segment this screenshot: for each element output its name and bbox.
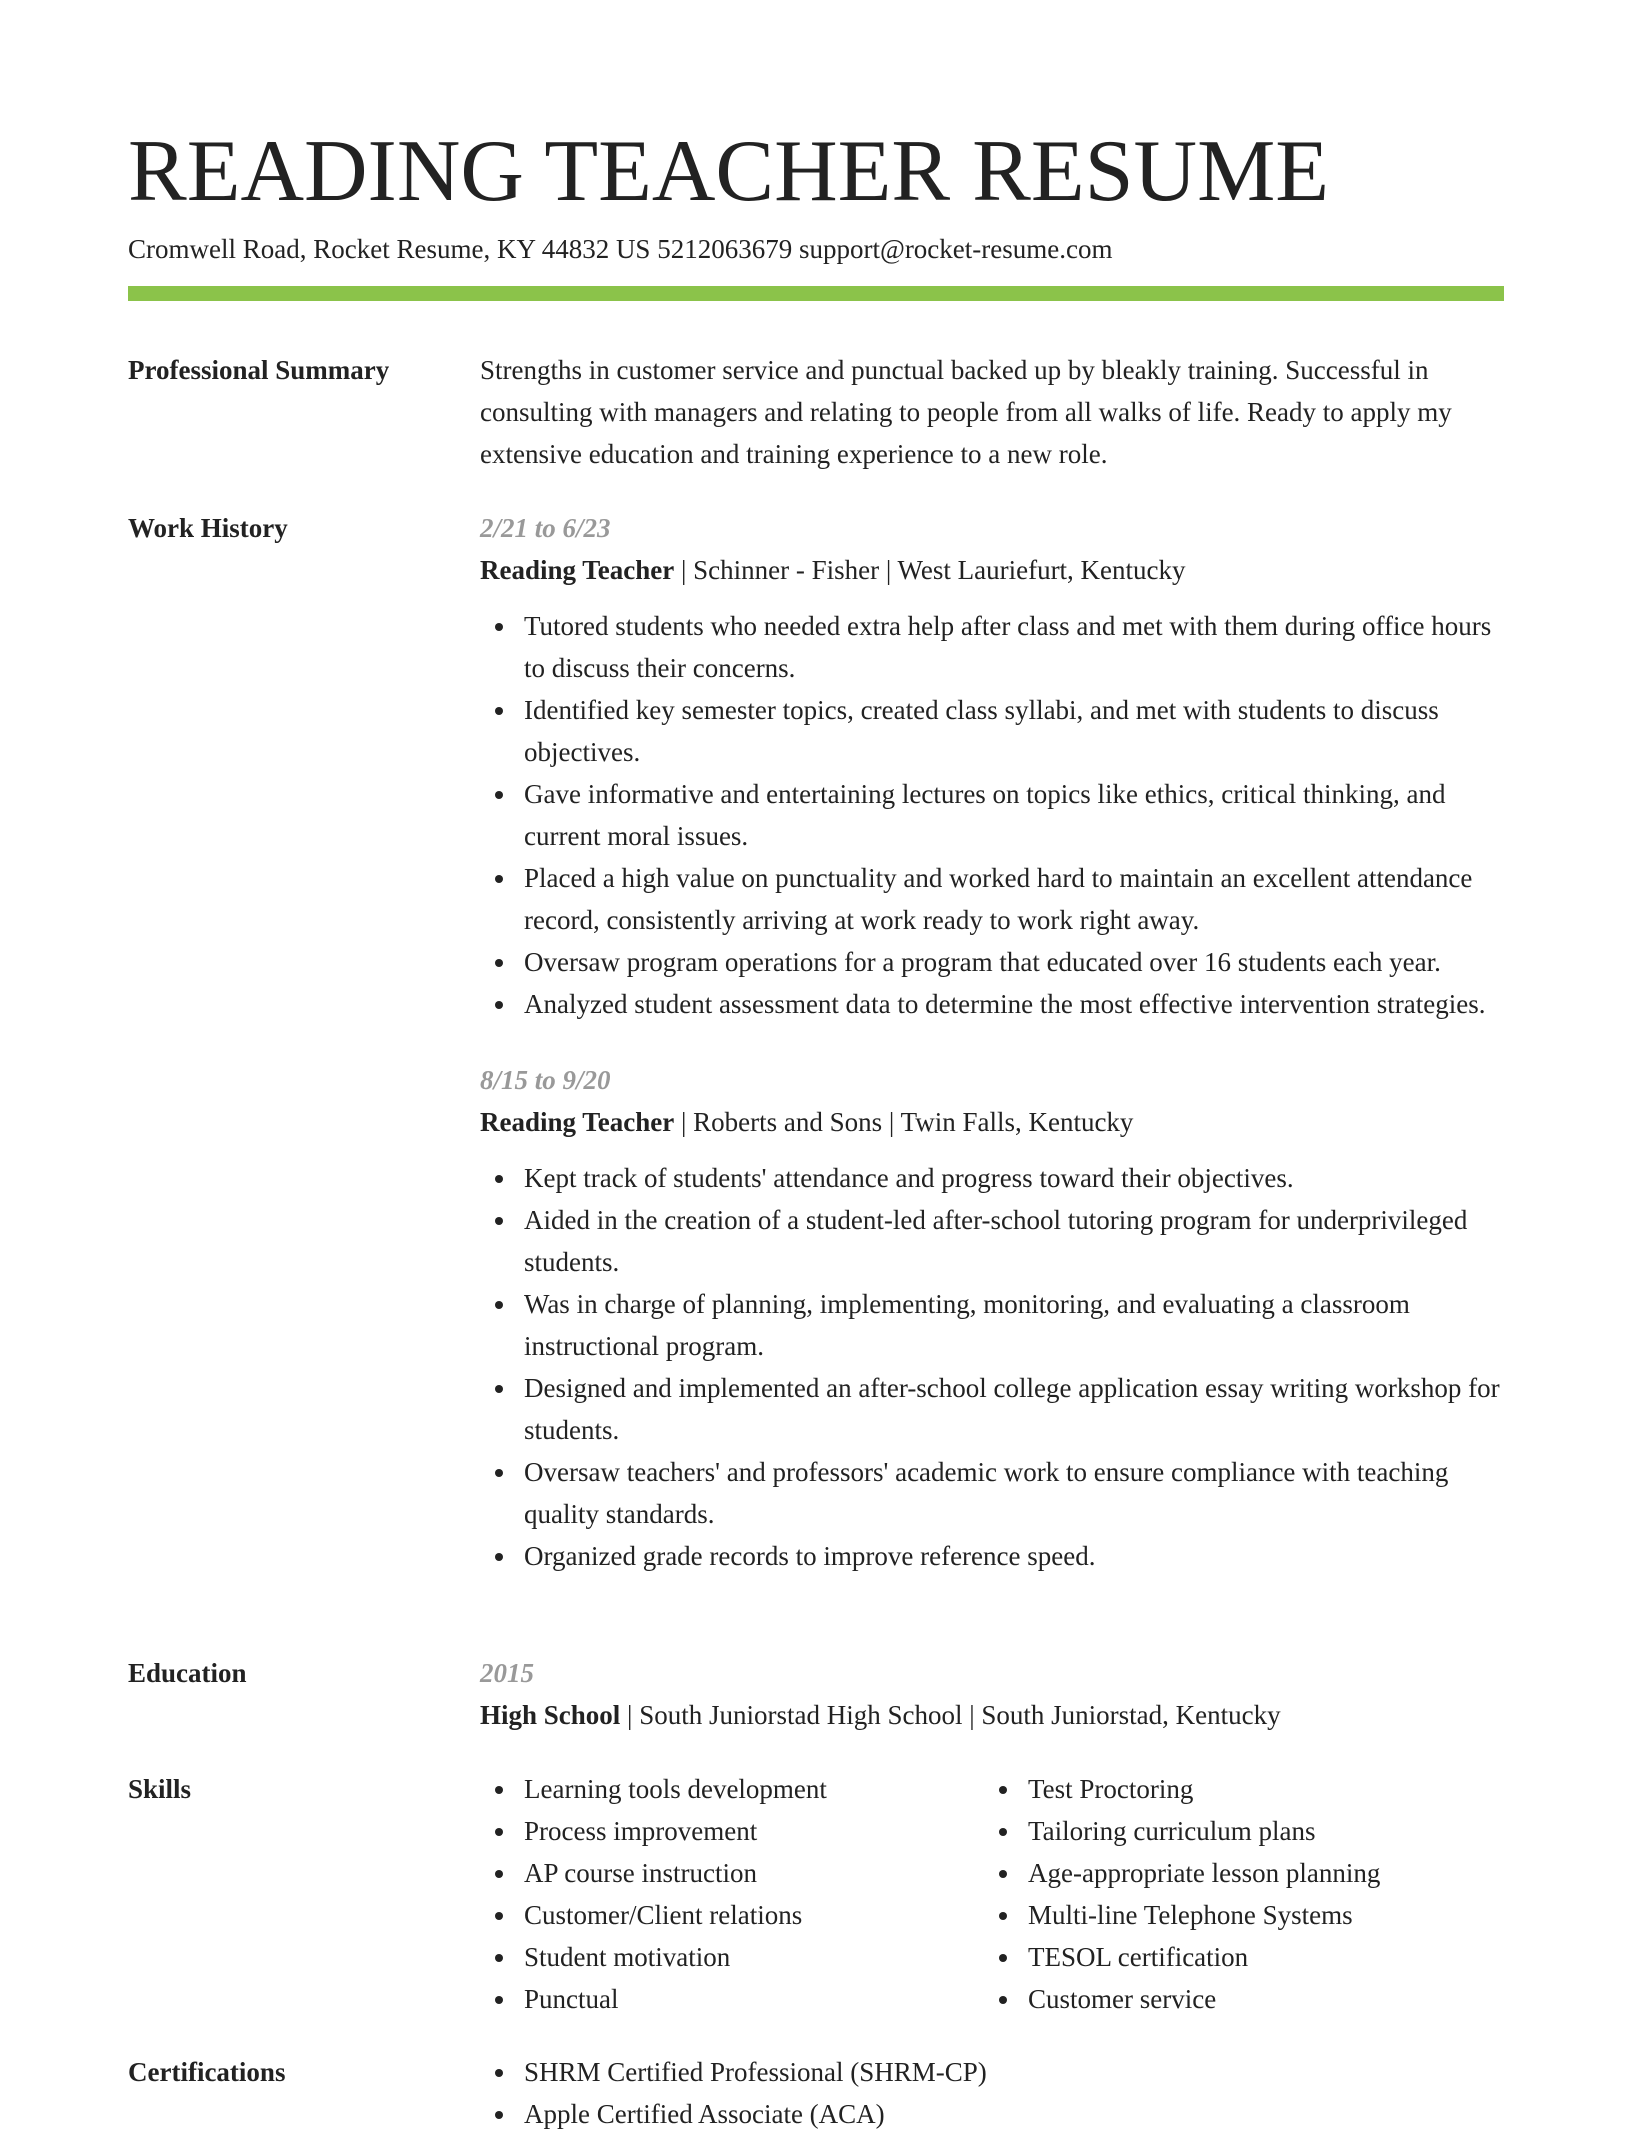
certification-item: Apple Certified Associate (ACA) (480, 2093, 1504, 2135)
education-details: | South Juniorstad High School | South Juniorstad, Kentucky (620, 1700, 1281, 1730)
education-line (480, 1694, 1504, 1736)
certifications-body (480, 2051, 1504, 2135)
job-dates: 8/15 to 9/20 (480, 1065, 611, 1095)
job-title: Reading Teacher (480, 555, 675, 585)
job-bullet: Kept track of students' attendance and progress toward their objectives. (480, 1157, 1504, 1199)
job-bullet: Oversaw teachers' and professors' academic work to ensure compliance with teaching quality standards. (480, 1451, 1504, 1535)
job-details: | Roberts and Sons | Twin Falls, Kentucky (674, 1107, 1134, 1137)
skill-item: Punctual (480, 1978, 984, 2020)
education-degree: High School (480, 1700, 621, 1730)
job-entry (480, 1059, 1504, 1577)
certifications-list (480, 2051, 1504, 2135)
accent-rule (128, 286, 1504, 301)
skill-item: Tailoring curriculum plans (984, 1810, 1488, 1852)
skill-item: Customer service (984, 1978, 1488, 2020)
work-history-body (480, 507, 1504, 1577)
summary-text: Strengths in customer service and punctual backed up by bleakly training. Successful in consulting with managers and relating to people from all walks of life. Ready to apply my extensive education and training experience to a new role. (480, 355, 1452, 469)
job-role-line (480, 1101, 1504, 1143)
job-bullet: Was in charge of planning, implementing, monitoring, and evaluating a classroom instructional program. (480, 1283, 1504, 1367)
skills-label: Skills (128, 1774, 192, 1804)
contact-line: Cromwell Road, Rocket Resume, KY 44832 US 5212063679 support@rocket-resume.com (128, 234, 1113, 264)
skill-item: Test Proctoring (984, 1768, 1488, 1810)
skill-item: Learning tools development (480, 1768, 984, 1810)
job-role-line (480, 549, 1504, 591)
education-label: Education (128, 1658, 247, 1688)
skills-body (480, 1768, 1504, 2020)
skill-item: Student motivation (480, 1936, 984, 1978)
job-bullets (480, 1157, 1504, 1577)
job-bullets (480, 605, 1504, 1025)
job-bullet: Designed and implemented an after-school college application essay writing workshop for students. (480, 1367, 1504, 1451)
job-bullet: Identified key semester topics, created class syllabi, and met with students to discuss objectives. (480, 689, 1504, 773)
job-bullet: Aided in the creation of a student-led after-school tutoring program for underprivileged students. (480, 1199, 1504, 1283)
job-bullet: Oversaw program operations for a program that educated over 16 students each year. (480, 941, 1504, 983)
work-history-label: Work History (128, 513, 288, 543)
skill-item: Customer/Client relations (480, 1894, 984, 1936)
job-bullet: Gave informative and entertaining lectures on topics like ethics, critical thinking, and current moral issues. (480, 773, 1504, 857)
job-entry (480, 507, 1504, 1025)
skill-item: Age-appropriate lesson planning (984, 1852, 1488, 1894)
job-dates: 2/21 to 6/23 (480, 513, 611, 543)
skill-item: Multi-line Telephone Systems (984, 1894, 1488, 1936)
skill-item: TESOL certification (984, 1936, 1488, 1978)
skills-column-left (480, 1768, 984, 2020)
resume-title: READING TEACHER RESUME (128, 123, 1330, 220)
job-bullet: Organized grade records to improve reference speed. (480, 1535, 1504, 1577)
certifications-label: Certifications (128, 2057, 286, 2087)
skills-columns (480, 1768, 1504, 2020)
job-title: Reading Teacher (480, 1107, 675, 1137)
job-details: | Schinner - Fisher | West Lauriefurt, Kentucky (674, 555, 1186, 585)
summary-label: Professional Summary (128, 355, 390, 385)
job-bullet: Placed a high value on punctuality and worked hard to maintain an excellent attendance record, consistently arriving at work ready to work right away. (480, 857, 1504, 941)
skills-list (984, 1768, 1488, 2020)
skills-list (480, 1768, 984, 2020)
education-body (480, 1652, 1504, 1736)
job-bullet: Tutored students who needed extra help after class and met with them during office hours to discuss their concerns. (480, 605, 1504, 689)
skills-column-right (984, 1768, 1488, 2020)
education-date: 2015 (480, 1658, 534, 1688)
certification-item: SHRM Certified Professional (SHRM-CP) (480, 2051, 1504, 2093)
job-bullet: Analyzed student assessment data to determine the most effective intervention strategies. (480, 983, 1504, 1025)
skill-item: Process improvement (480, 1810, 984, 1852)
skill-item: AP course instruction (480, 1852, 984, 1894)
